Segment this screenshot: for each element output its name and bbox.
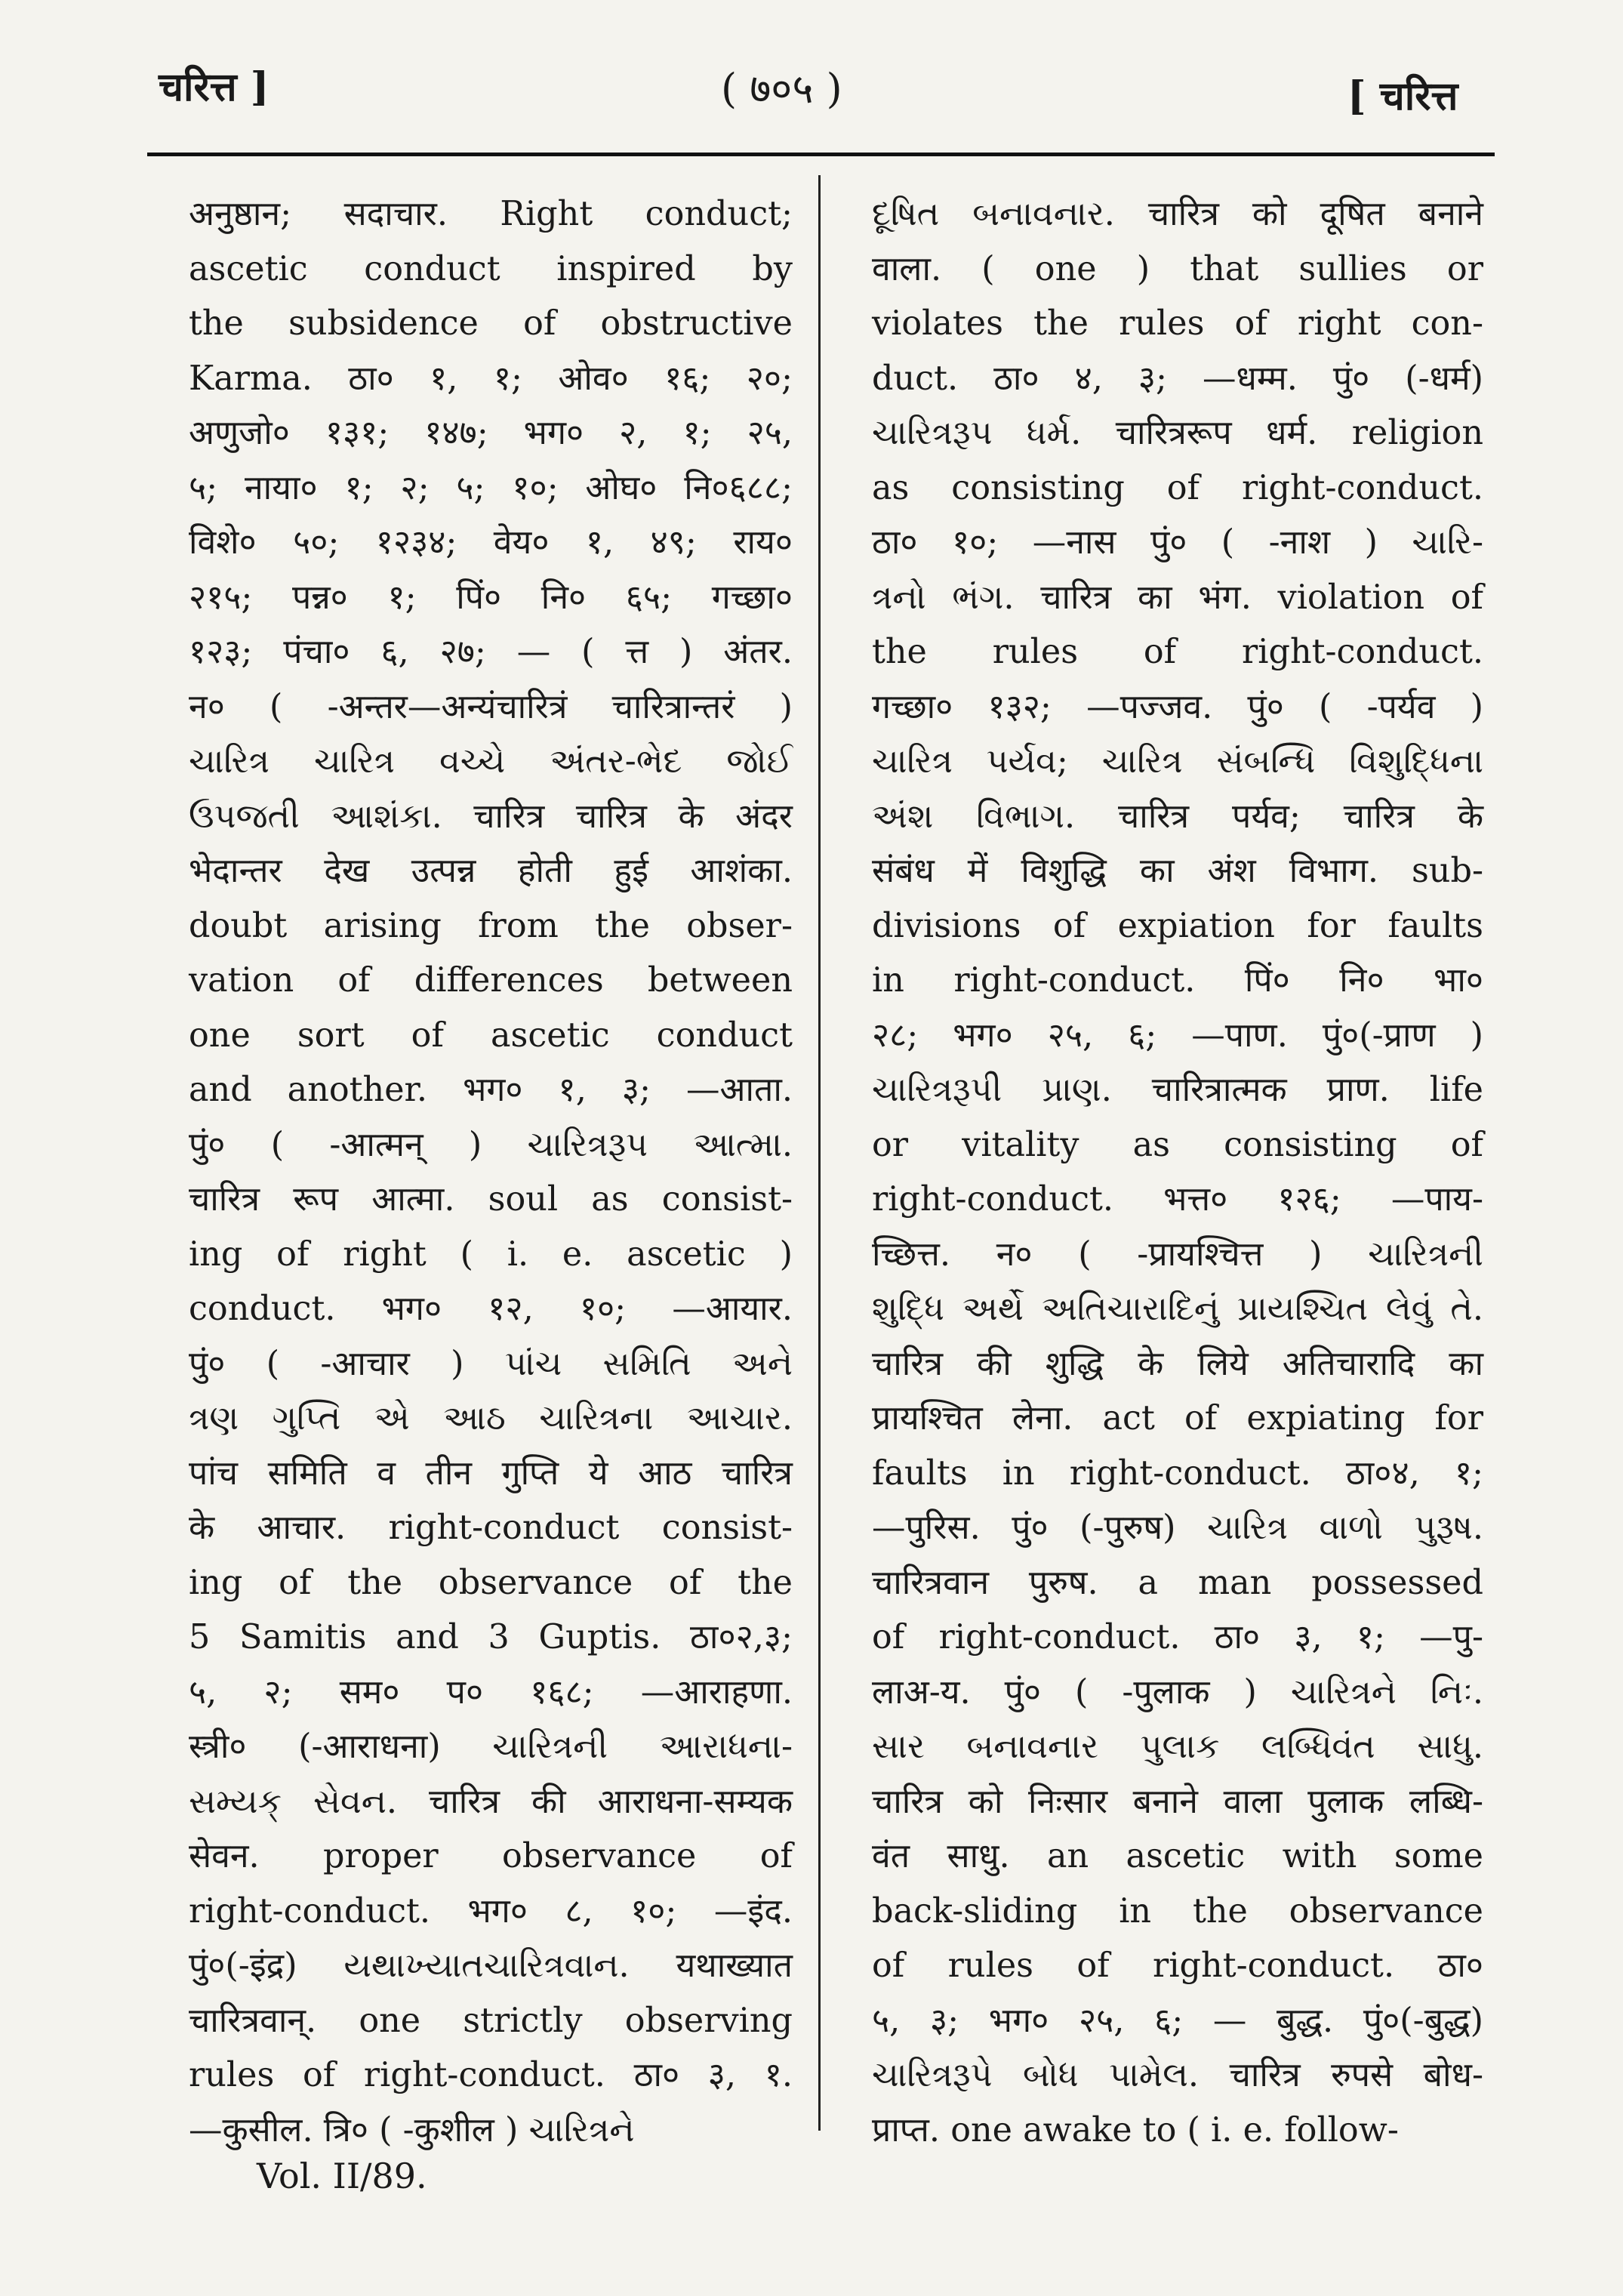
text-line: प्राप्त. one awake to ( i. e. follow- — [872, 2110, 1399, 2150]
text-line: right-conduct. भग० ८, १०; —इंद. — [189, 1891, 793, 1931]
text-line: of rules of right-conduct. ठा० — [872, 1946, 1483, 1985]
text-line: पांच समिति व तीन गुप्ति ये आठ चारित्र — [189, 1453, 793, 1493]
text-line: અંશ વિભાગ. चारित्र पर्यव; चारित्र के — [872, 797, 1483, 836]
text-line: and another. भग० १, ३; —आता. — [189, 1071, 793, 1109]
text-line: ત્રણ ગુપ્તિ એ આઠ ચારિત્રના આચાર. — [189, 1399, 793, 1438]
text-line: पुं० ( -आचार ) પાંચ સમિતિ અને — [189, 1344, 793, 1383]
text-line: right-conduct. भत्त० १२६; —पाय- — [872, 1180, 1483, 1219]
text-line: vation of differences between — [189, 961, 793, 1000]
text-line: न० ( -अन्तर—अन्यंचारित्रं चारित्रान्तरं ) — [189, 687, 793, 726]
text-line: प्रायश्चित लेना. act of expiating for — [872, 1399, 1483, 1438]
text-line: अनुष्ठान; सदाचार. Right conduct; — [189, 195, 793, 233]
text-line: ing of the observance of the — [189, 1563, 793, 1602]
text-line: भेदान्तर देख उत्पन्न होती हुई आशंका. — [189, 852, 793, 890]
text-line: conduct. भग० १२, १०; —आयार. — [189, 1290, 793, 1328]
text-line: the subsidence of obstructive — [189, 304, 793, 343]
text-line: one sort of ascetic conduct — [189, 1015, 793, 1055]
text-line: ચારિત્ર પર્યવ; ચારિત્ર સંબન્ધિ વિશુદ્ધિના — [872, 742, 1483, 781]
text-line: चारित्र रूप आत्मा. soul as consist- — [189, 1180, 793, 1219]
text-line: સાર બનાવનાર પુલાક લબ્ધિવંત સાધુ. — [872, 1727, 1483, 1766]
text-line: पुं० ( -आत्मन् ) ચારિત્રરૂપ આત્મા. — [189, 1125, 793, 1164]
header-page-number: ( ७०५ ) — [721, 65, 842, 112]
text-line: 5 Samitis and 3 Guptis. ठा०२,३; — [189, 1618, 793, 1657]
text-line: ત્રનો ભંગ. चारित्र का भंग. violation of — [872, 578, 1483, 617]
text-line: —पुरिस. पुं० (-पुरुष) ચારિત્ર વાળો પુરૂષ. — [872, 1509, 1483, 1547]
text-line: divisions of expiation for faults — [872, 906, 1483, 945]
text-line: ing of right ( i. e. ascetic ) — [189, 1234, 793, 1274]
volume-footer: Vol. II/89. — [257, 2156, 427, 2196]
text-line: સમ્યક્ સેવન. चारित्र की आराधना-सम्यक — [189, 1782, 793, 1821]
text-line: violates the rules of right con- — [872, 304, 1483, 343]
page-header — [0, 0, 1623, 159]
text-line: ५, २; सम० प० १६८; —आराहणा. — [189, 1672, 793, 1712]
header-rule — [147, 153, 1495, 156]
right-column — [872, 187, 1483, 2158]
text-line: चारित्रवान पुरुष. a man possessed — [872, 1563, 1483, 1602]
text-line: ઉપજતી આશંકા. चारित्र चारित्र के अंदर — [189, 797, 793, 836]
text-line: ठा० १०; —नास पुं० ( -नाश ) ચારિ- — [872, 523, 1483, 562]
text-line: rules of right-conduct. ठा० ३, १. — [189, 2056, 793, 2094]
text-line: चारित्रवान्. one strictly observing — [189, 2001, 793, 2040]
text-line: २१५; पन्न० १; पिं० नि० ६५; गच्छा० — [189, 578, 793, 617]
text-line: ચારિત્રરૂપે બોધ પામેલ. चारित्र रुपसे बोध- — [872, 2056, 1483, 2094]
text-line: च्छित्त. न० ( -प्रायश्चित्त ) ચારિત્રની — [872, 1234, 1483, 1274]
column-divider — [818, 175, 821, 2131]
text-line: faults in right-conduct. ठा०४, १; — [872, 1453, 1483, 1493]
header-right-guide-word: [ चरित्त — [1347, 73, 1458, 119]
left-column — [189, 187, 793, 2158]
text-line: doubt arising from the obser- — [189, 906, 793, 945]
text-line: Karma. ठा० १, १; ओव० १६; २०; — [189, 359, 793, 398]
text-line: सेवन. proper observance of — [189, 1837, 793, 1875]
text-line: विशे० ५०; १२३४; वेय० १, ४९; राय० — [189, 523, 793, 562]
text-line: लाअ-य. पुं० ( -पुलाक ) ચારિત્રને નિઃ. — [872, 1672, 1483, 1712]
text-line: अणुजो० १३१; १४७; भग० २, १; २५, — [189, 414, 793, 452]
text-line: ५; नाया० १; २; ५; १०; ओघ० नि०६८८; — [189, 468, 793, 507]
text-line: દૂષિત બનાવનાર. चारित्र को दूषित बनाने — [872, 195, 1483, 233]
text-line: चारित्र को निःसार बनाने वाला पुलाक लब्धि- — [872, 1782, 1483, 1821]
text-line: ચારિત્રરૂપી પ્રાણ. चारित्रात्मक प्राण. life — [872, 1071, 1483, 1109]
text-line: २८; भग० २५, ६; —पाण. पुं०(-प्राण ) — [872, 1015, 1483, 1055]
header-left-guide-word: चरित्त ] — [159, 64, 269, 110]
text-line: वाला. ( one ) that sullies or — [872, 249, 1483, 288]
text-line: स्त्री० (-आराधना) ચારિત્રની આરાધના- — [189, 1727, 793, 1766]
text-line: back-sliding in the observance — [872, 1891, 1483, 1931]
text-line: duct. ठा० ४, ३; —धम्म. पुं० (-धर्म) — [872, 359, 1483, 398]
text-line: के आचार. right-conduct consist- — [189, 1509, 793, 1547]
text-line: as consisting of right-conduct. — [872, 468, 1483, 507]
text-line: or vitality as consisting of — [872, 1125, 1483, 1164]
text-line: ५, ३; भग० २५, ६; — बुद्ध. पुं०(-बुद्ध) — [872, 2001, 1483, 2040]
text-line: ascetic conduct inspired by — [189, 249, 793, 288]
text-line: the rules of right-conduct. — [872, 633, 1483, 671]
text-line: गच्छा० १३२; —पज्जव. पुं० ( -पर्यव ) — [872, 687, 1483, 726]
text-line: in right-conduct. पिं० नि० भा० — [872, 961, 1483, 1000]
text-line: શુદ્ધિ અર્થે અતિચારાદિનું પ્રાયશ્ચિત લેવું તે. — [872, 1290, 1483, 1328]
text-line: of right-conduct. ठा० ३, १; —पु- — [872, 1618, 1483, 1657]
text-line: चारित्र की शुद्धि के लिये अतिचारादि का — [872, 1344, 1483, 1383]
text-line: ચારિત્ર ચારિત્ર વચ્ચે અંતર-ભેદ જોઈ — [189, 742, 793, 781]
text-line: संबंध में विशुद्धि का अंश विभाग. sub- — [872, 852, 1483, 890]
text-line: पुं०(-इंद्र) યથાખ્યાતચારિત્રવાન. यथाख्यात — [189, 1946, 793, 1985]
text-line: ચારિત્રરૂપ ધર્મ. चारित्ररूप धर्म. religion — [872, 414, 1483, 452]
text-line: वंत साधु. an ascetic with some — [872, 1837, 1483, 1875]
text-line: १२३; पंचा० ६, २७; — ( त्त ) अंतर. — [189, 633, 793, 671]
text-line: —कुसील. त्रि० ( -कुशील ) ચારિત્રને — [189, 2110, 635, 2150]
